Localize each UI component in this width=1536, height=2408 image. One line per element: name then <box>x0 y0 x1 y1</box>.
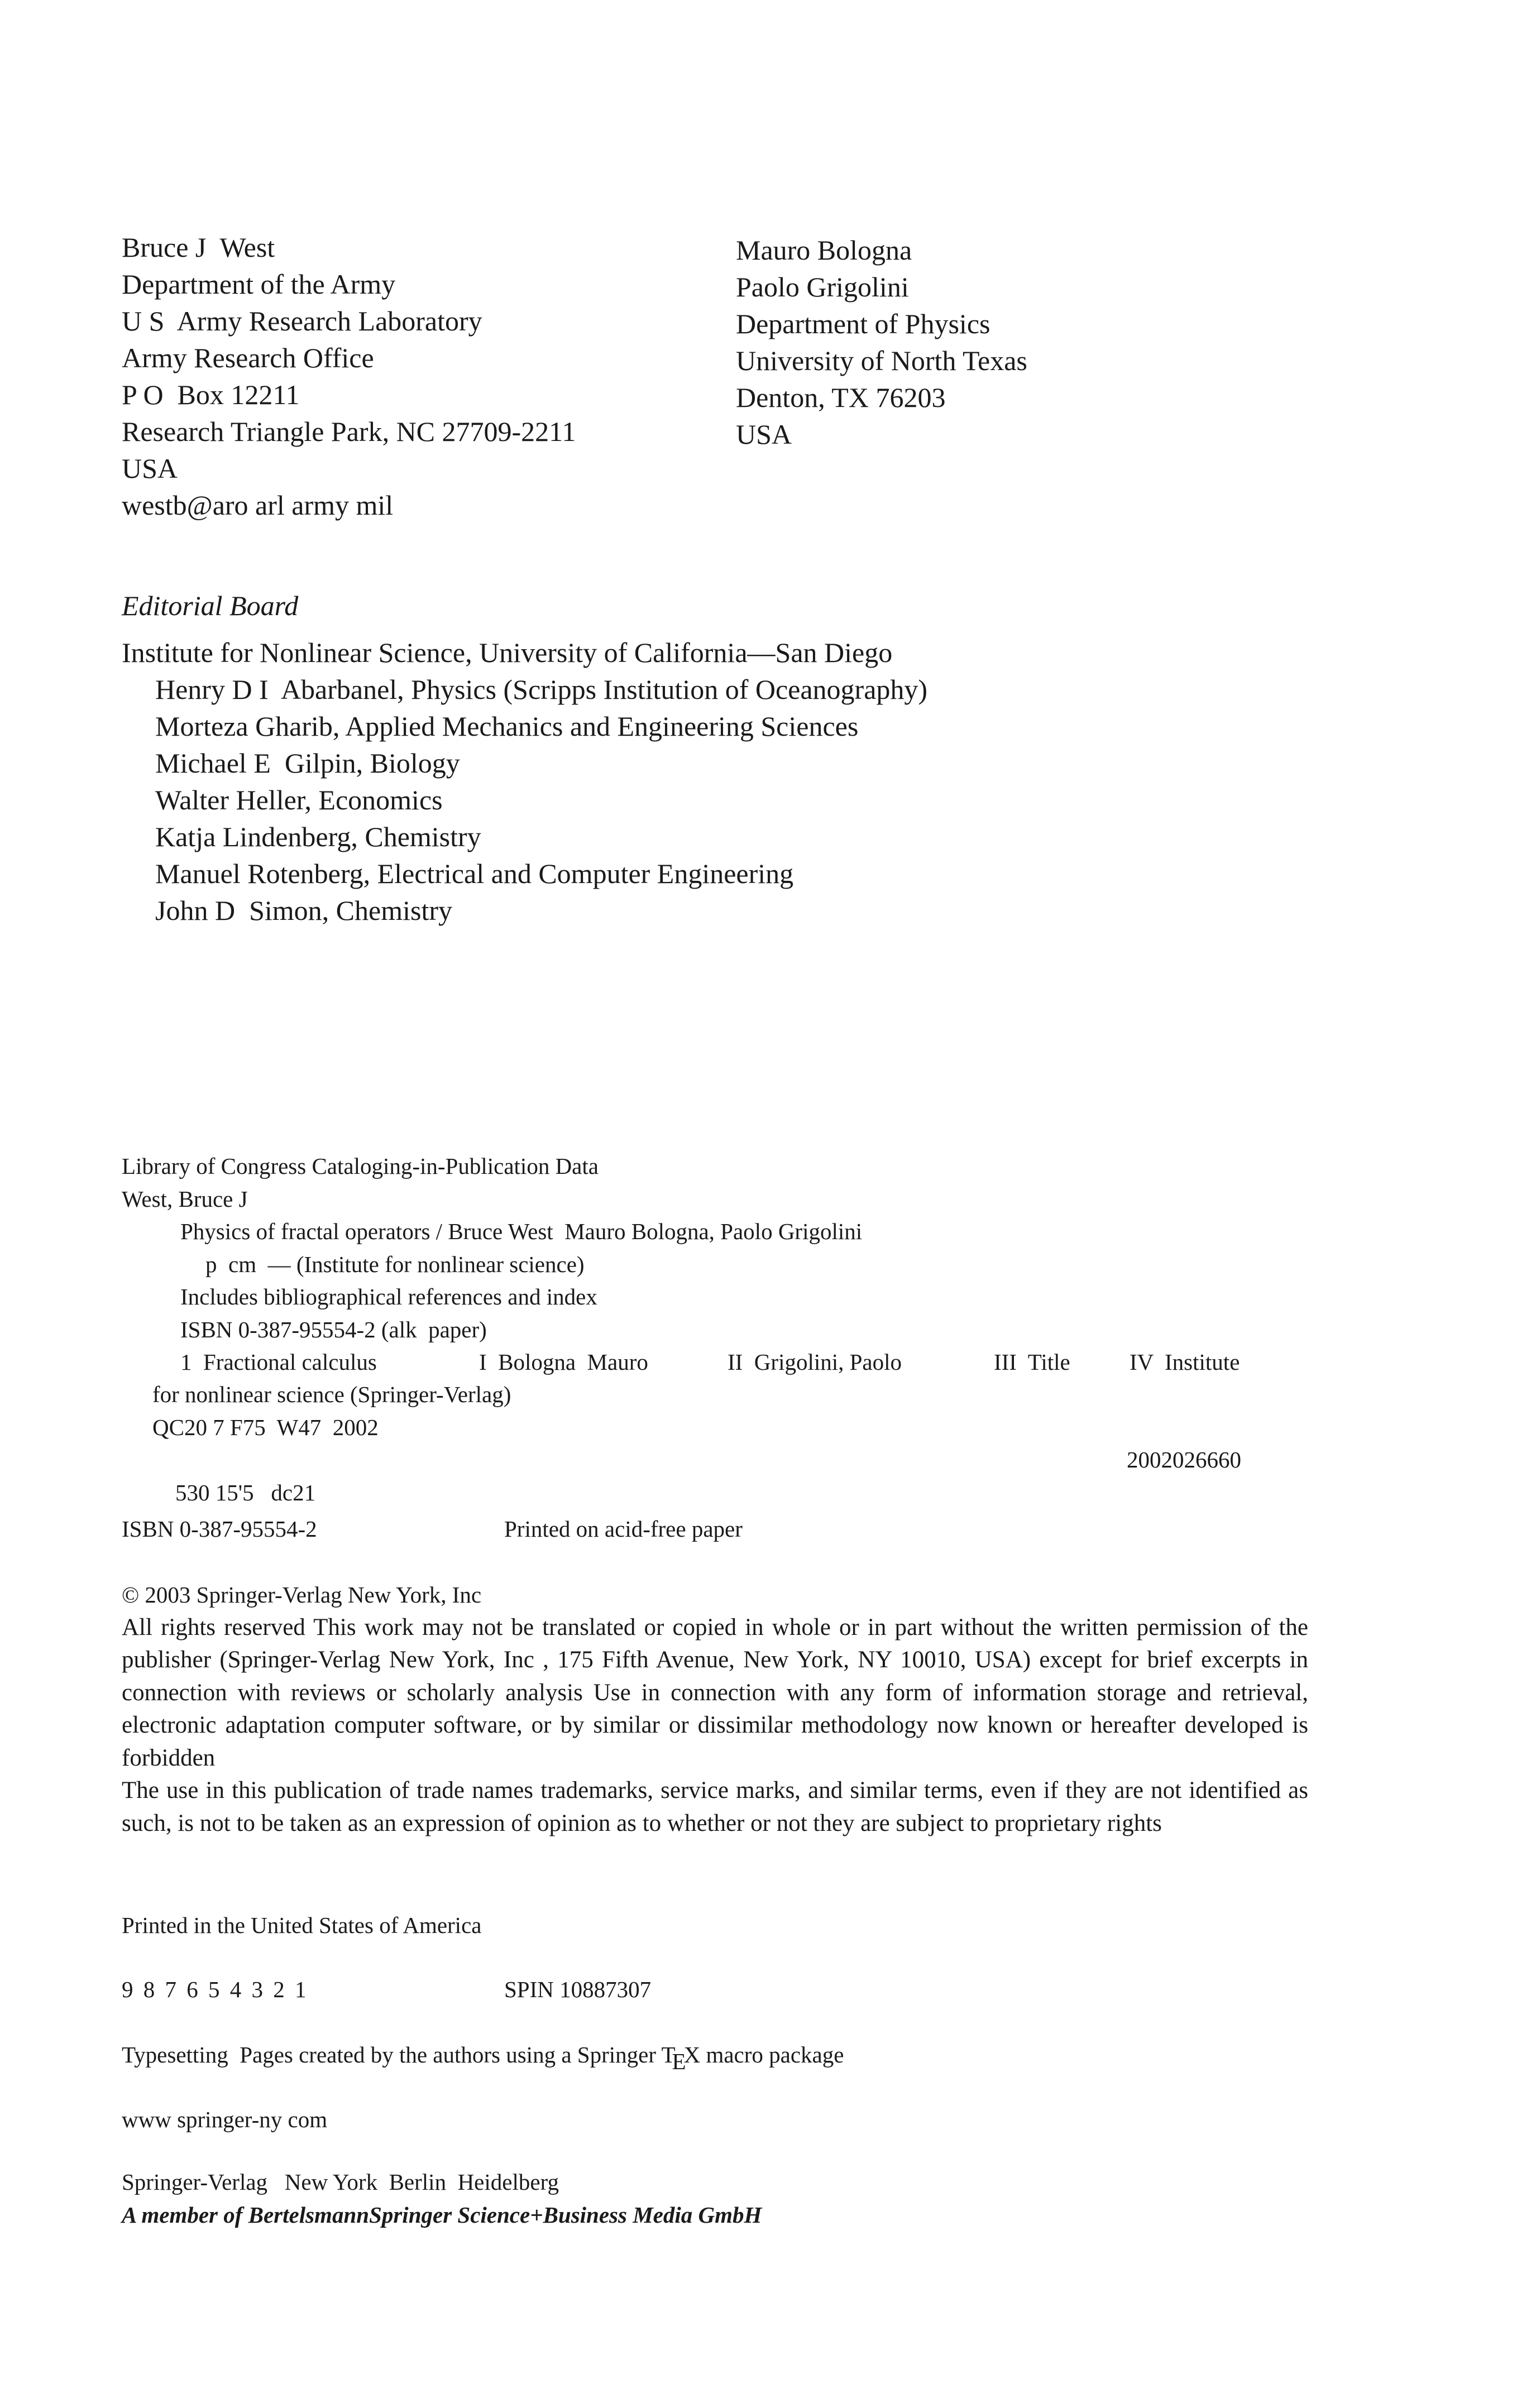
copyright-legal-text <box>122 1611 1308 1840</box>
author-line: USA <box>736 419 792 450</box>
author-line: Department of Physics <box>736 308 990 339</box>
editorial-board <box>122 587 927 929</box>
spin-number: SPIN 10887307 <box>504 1977 652 2002</box>
editorial-institute: Institute for Nonlinear Science, University of California—San Diego <box>122 637 893 668</box>
printed-in: Printed in the United States of America <box>122 1912 482 1938</box>
trademark-statement: The use in this publication of trade names trademarks, service marks, and similar terms, even if they are not identified as such, is not to be taken as an expression of opinion as to whether or not they are subject to proprietary rights <box>122 1777 1308 1836</box>
publisher-block <box>122 2166 762 2231</box>
cip-classification <box>122 1443 1294 1574</box>
cip-subject: 1 Fractional calculus <box>180 1349 377 1375</box>
board-member: John D Simon, Chemistry <box>155 895 452 926</box>
cip-dewey: 530 15'5 dc21 <box>175 1479 316 1505</box>
isbn: ISBN 0-387-95554-2 <box>122 1516 317 1542</box>
cip-subject: IV Institute <box>1130 1349 1240 1375</box>
cip-subjects <box>122 1346 1294 1378</box>
cip-heading: Library of Congress Cataloging-in-Publication Data <box>122 1153 599 1179</box>
publisher-member: A member of BertelsmannSpringer Science+Business Media GmbH <box>122 2201 762 2228</box>
typesetting-note <box>122 2038 844 2074</box>
rights-statement: All rights reserved This work may not be translated or copied in whole or in part without the written permission of the publisher (Springer-Verlag New York, Inc , 175 Fifth Avenue, New York, NY 10010, USA) except for brief excerpts in connection with reviews or scholarly analysis Use in connection with any form of information storage and retrieval, electronic adaptation computer software, or by similar or dissimilar methodology now known or hereafter developed is forbidden <box>122 1614 1308 1771</box>
board-member: Morteza Gharib, Applied Mechanics and Engineering Sciences <box>155 711 859 742</box>
board-member: Henry D I Abarbanel, Physics (Scripps Institution of Oceanography) <box>155 674 928 705</box>
author-line: Bruce J West <box>122 232 275 263</box>
copyright-block <box>122 1579 1308 1840</box>
board-member: Michael E Gilpin, Biology <box>155 747 460 779</box>
board-member: Katja Lindenberg, Chemistry <box>155 821 481 852</box>
copyright-notice: © 2003 Springer-Verlag New York, Inc <box>122 1582 482 1608</box>
print-run-numbers: 9 8 7 6 5 4 3 2 1 <box>122 1977 307 2002</box>
cip-bibliography: Includes bibliographical references and index <box>180 1284 597 1309</box>
author-line: University of North Texas <box>736 345 1027 376</box>
cip-isbn: ISBN 0-387-95554-2 (alk paper) <box>180 1316 487 1342</box>
publisher-line: Springer-Verlag New York Berlin Heidelberg <box>122 2169 559 2195</box>
cip-subjects-continued: for nonlinear science (Springer-Verlag) <box>152 1382 511 1407</box>
author-line: P O Box 12211 <box>122 379 300 410</box>
typesetting-text: macro package <box>700 2042 844 2068</box>
author-email: westb@aro arl army mil <box>122 490 394 521</box>
author-line: Research Triangle Park, NC 27709-2211 <box>122 416 576 447</box>
author-address-west <box>122 229 576 524</box>
cip-lccn: 2002026660 <box>1127 1447 1241 1472</box>
print-run <box>122 1973 903 2007</box>
publisher-website: www springer-ny com <box>122 2107 328 2132</box>
cip-call-number: QC20 7 F75 W47 2002 <box>152 1414 379 1440</box>
cip-subject: II Grigolini, Paolo <box>728 1349 902 1375</box>
cip-data <box>122 1150 1294 1574</box>
author-line: U S Army Research Laboratory <box>122 305 482 337</box>
author-address-bologna-grigolini <box>736 232 1027 453</box>
editorial-board-heading: Editorial Board <box>122 590 299 621</box>
cip-author: West, Bruce J <box>122 1186 248 1212</box>
author-line: Department of the Army <box>122 268 396 300</box>
cip-pages: p cm — (Institute for nonlinear science) <box>205 1251 585 1277</box>
author-line: Mauro Bologna <box>736 234 912 266</box>
author-line: Denton, TX 76203 <box>736 382 946 413</box>
cip-title: Physics of fractal operators / Bruce West Mauro Bologna, Paolo Grigolini <box>180 1219 863 1244</box>
board-member: Walter Heller, Economics <box>155 784 443 816</box>
author-line: USA <box>122 453 178 484</box>
author-line: Paolo Grigolini <box>736 271 909 303</box>
cip-subject: III Title <box>994 1349 1070 1375</box>
cip-subject: I Bologna Mauro <box>479 1349 648 1375</box>
typesetting-text: Typesetting Pages created by the authors using a Springer <box>122 2042 662 2068</box>
tex-logo: TEX <box>661 2042 701 2074</box>
author-line: Army Research Office <box>122 342 374 373</box>
acid-free-paper: Printed on acid-free paper <box>504 1516 743 1542</box>
isbn-line <box>122 1513 1015 1546</box>
board-member: Manuel Rotenberg, Electrical and Computer Engineering <box>155 858 794 889</box>
